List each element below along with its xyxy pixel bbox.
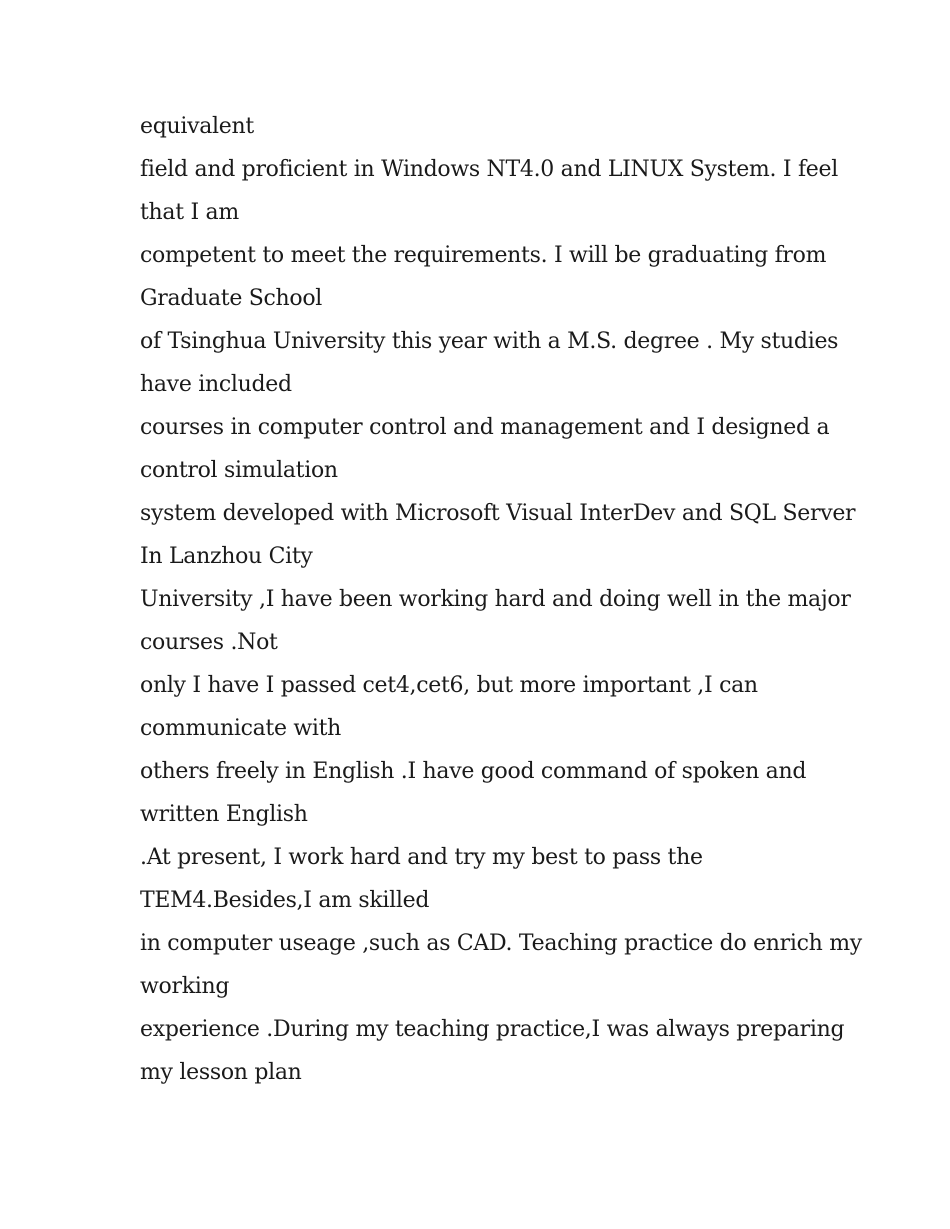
text-line: of Tsinghua University this year with a M.S. degree . My studies [140, 329, 839, 354]
text-line: in computer useage ,such as CAD. Teaching practice do enrich my [140, 931, 862, 956]
text-line: field and proficient in Windows NT4.0 and LINUX System. I feel [140, 157, 838, 182]
text-line: that I am [140, 200, 239, 225]
text-line: Graduate School [140, 286, 323, 311]
text-line: others freely in English .I have good command of spoken and [140, 759, 807, 784]
text-line: only I have I passed cet4,cet6, but more important ,I can [140, 673, 758, 698]
text-line: TEM4.Besides,I am skilled [140, 888, 430, 913]
text-line: courses .Not [140, 630, 278, 655]
text-line: In Lanzhou City [140, 544, 313, 569]
text-line: experience .During my teaching practice,I was always preparing [140, 1017, 845, 1042]
text-line: have included [140, 372, 292, 397]
text-line: .At present, I work hard and try my best to pass the [140, 845, 703, 870]
text-line: competent to meet the requirements. I will be graduating from [140, 243, 827, 268]
text-line: working [140, 974, 230, 999]
text-line: my lesson plan [140, 1060, 302, 1085]
text-line: University ,I have been working hard and doing well in the major [140, 587, 851, 612]
text-line: communicate with [140, 716, 342, 741]
text-line: control simulation [140, 458, 338, 483]
text-line: courses in computer control and management and I designed a [140, 415, 830, 440]
text-line: system developed with Microsoft Visual InterDev and SQL Server [140, 501, 856, 526]
text-line: written English [140, 802, 308, 827]
document-body [140, 105, 862, 1094]
text-line: equivalent [140, 114, 254, 139]
